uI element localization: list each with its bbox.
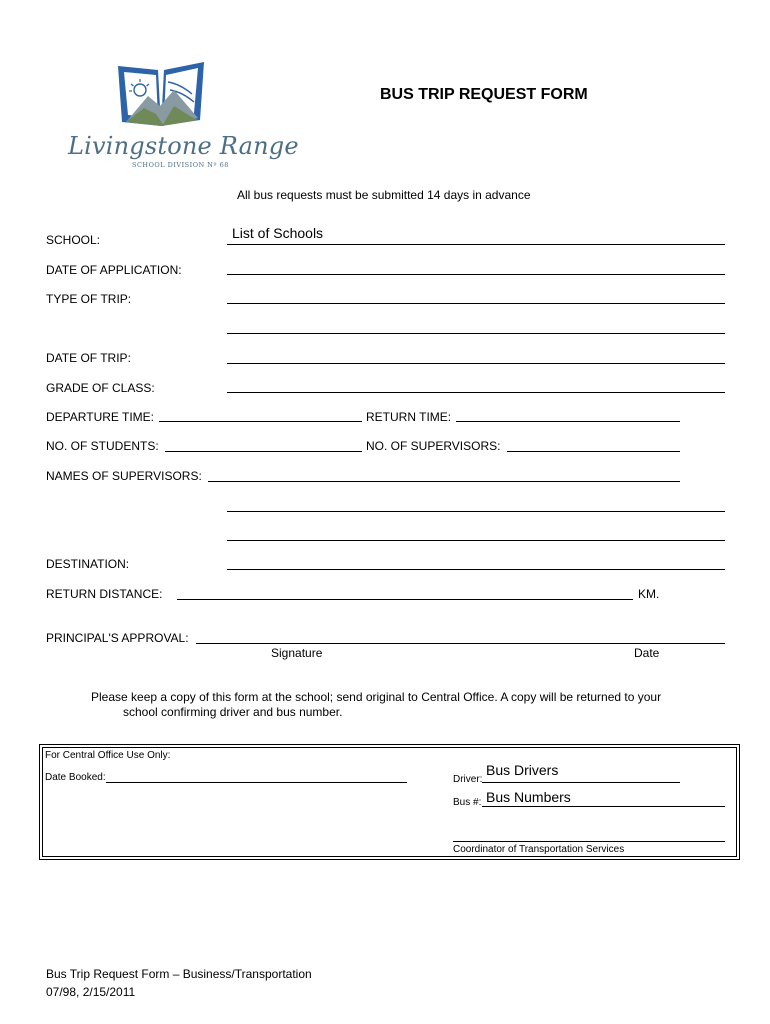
return-time-line[interactable] [456,421,680,422]
type-trip-label: TYPE OF TRIP: [46,292,132,306]
date-booked-label: Date Booked: [45,772,106,783]
logo-subtitle: SCHOOL DIVISION Nº 68 [132,161,229,169]
signature-caption: Signature [271,646,323,660]
students-line[interactable] [165,451,362,452]
grade-line[interactable] [227,392,725,393]
instructions-line-1: Please keep a copy of this form at the school; send original to Central Office. A copy will be returned to your [91,690,662,704]
driver-label: Driver: [453,774,483,785]
destination-line[interactable] [227,569,725,570]
km-label: KM. [638,587,660,601]
footer-form-name: Bus Trip Request Form – Business/Transportation [46,967,312,981]
return-distance-label: RETURN DISTANCE: [46,587,163,601]
date-application-line[interactable] [227,274,725,275]
instructions-line-2: school confirming driver and bus number. [123,705,343,719]
supervisors-line[interactable] [507,451,680,452]
bus-number-label: Bus #: [453,797,482,808]
principal-approval-label: PRINCIPAL'S APPROVAL: [46,631,189,645]
form-title: BUS TRIP REQUEST FORM [380,86,588,103]
footer-revision-dates: 07/98, 2/15/2011 [46,985,136,999]
return-distance-line[interactable] [177,599,633,600]
submission-notice: All bus requests must be submitted 14 days in advance [237,188,531,202]
principal-approval-line[interactable] [196,643,725,644]
bus-number-line[interactable] [482,806,725,807]
date-booked-line[interactable] [106,782,407,783]
type-trip-line-2[interactable] [227,333,725,334]
supervisors-label: NO. OF SUPERVISORS: [366,439,501,453]
date-caption: Date [634,646,660,660]
destination-label: DESTINATION: [46,557,130,571]
names-supervisors-label: NAMES OF SUPERVISORS: [46,469,202,483]
date-trip-line[interactable] [227,363,725,364]
coordinator-signature-line[interactable] [453,841,725,842]
date-application-label: DATE OF APPLICATION: [46,263,182,277]
names-supervisors-line[interactable] [208,481,680,482]
school-value[interactable]: List of Schools [232,225,324,241]
students-label: NO. OF STUDENTS: [46,439,159,453]
departure-line[interactable] [159,421,362,422]
date-trip-label: DATE OF TRIP: [46,351,131,365]
logo-name: Livingstone Range [68,132,299,160]
school-division-logo [68,60,299,175]
coordinator-label: Coordinator of Transportation Services [453,844,625,855]
central-office-heading: For Central Office Use Only: [45,750,171,761]
bus-number-value[interactable]: Bus Numbers [486,789,571,805]
grade-label: GRADE OF CLASS: [46,381,155,395]
names-supervisors-line-2[interactable] [227,511,725,512]
type-trip-line[interactable] [227,303,725,304]
school-label: SCHOOL: [46,233,101,247]
departure-label: DEPARTURE TIME: [46,410,155,424]
book-mountain-icon [114,60,208,134]
school-field-line[interactable] [227,244,725,245]
driver-line[interactable] [482,782,680,783]
return-time-label: RETURN TIME: [366,410,452,424]
names-supervisors-line-3[interactable] [227,540,725,541]
driver-value[interactable]: Bus Drivers [486,762,559,778]
